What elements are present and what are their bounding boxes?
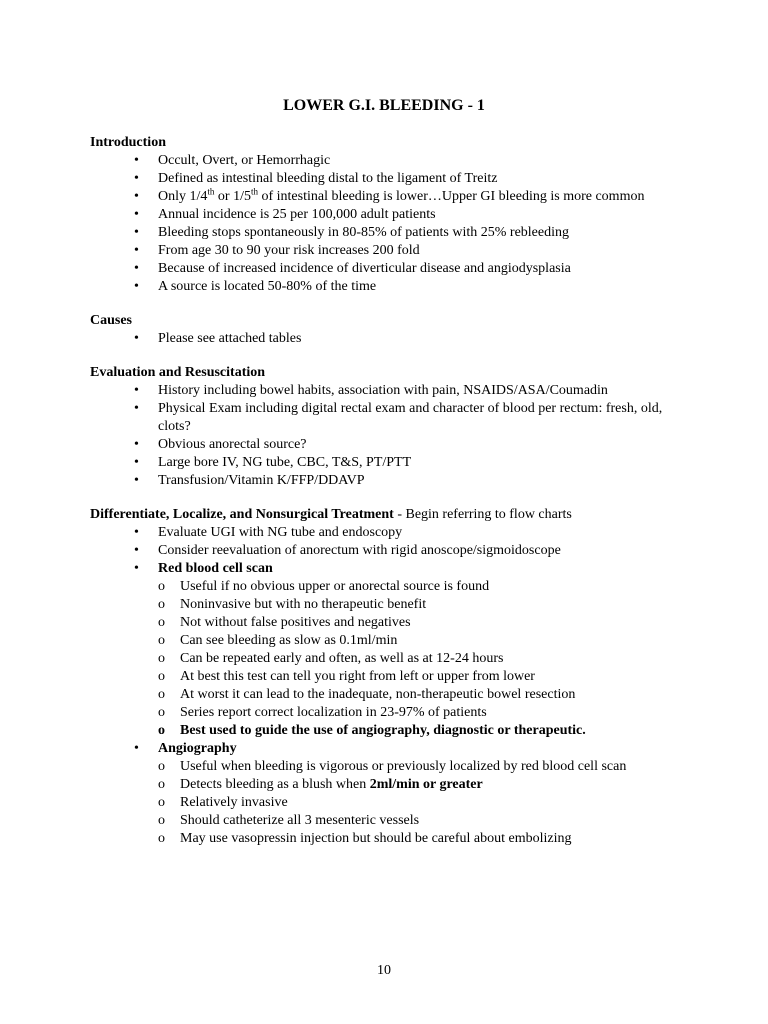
list-item: • From age 30 to 90 your risk increases 200 fold	[90, 242, 690, 260]
list-item: • Physical Exam including digital rectal exam and character of blood per rectum: fresh, old, clots?	[90, 400, 690, 436]
section-heading: Evaluation and Resuscitation	[90, 365, 266, 380]
bullet-list	[90, 524, 690, 560]
section-heading: Differentiate, Localize, and Nonsurgical Treatment	[90, 507, 394, 522]
list-item: • Large bore IV, NG tube, CBC, T&S, PT/PTT	[90, 454, 690, 472]
page-title: LOWER G.I. BLEEDING - 1	[283, 97, 485, 114]
list-item-rbc-scan	[90, 560, 690, 578]
subsection-label: • Angiography	[158, 741, 237, 756]
list-item: • Consider reevaluation of anorectum with rigid anoscope/sigmoidoscope	[90, 542, 690, 560]
bullet-list	[90, 560, 690, 578]
subsection-label: • Red blood cell scan	[158, 561, 273, 576]
text-fragment: or 1/5	[214, 189, 251, 204]
sub-list-item: o At best this test can tell you right from left or upper from lower	[90, 668, 690, 686]
sub-list-item: o Not without false positives and negatives	[90, 614, 690, 632]
list-item: • Obvious anorectal source?	[90, 436, 690, 454]
section-introduction	[90, 134, 690, 296]
superscript: th	[207, 186, 215, 197]
sub-bullet-list	[90, 758, 690, 848]
list-item	[90, 188, 690, 206]
sub-list-item: o Noninvasive but with no therapeutic benefit	[90, 596, 690, 614]
sub-list-item: o Best used to guide the use of angiography, diagnostic or therapeutic.	[90, 722, 690, 740]
bullet-list	[90, 382, 690, 490]
document-body	[90, 134, 690, 864]
sub-bullet-list	[90, 578, 690, 740]
text-fragment: Detects bleeding as a blush when	[180, 777, 370, 792]
list-item: • Defined as intestinal bleeding distal to the ligament of Treitz	[90, 170, 690, 188]
list-item: • Occult, Overt, or Hemorrhagic	[90, 152, 690, 170]
section-differentiate	[90, 506, 690, 848]
sub-list-item: o Useful when bleeding is vigorous or previously localized by red blood cell scan	[90, 758, 690, 776]
section-evaluation	[90, 364, 690, 490]
text-fragment: Only 1/4	[158, 189, 208, 204]
list-item: • Annual incidence is 25 per 100,000 adult patients	[90, 206, 690, 224]
sub-list-item: o May use vasopressin injection but should be careful about embolizing	[90, 830, 690, 848]
section-heading-note: - Begin referring to flow charts	[393, 507, 572, 522]
list-item: • Evaluate UGI with NG tube and endoscopy	[90, 524, 690, 542]
sub-list-item: o Can see bleeding as slow as 0.1ml/min	[90, 632, 690, 650]
list-item: • Because of increased incidence of diverticular disease and angiodysplasia	[90, 260, 690, 278]
section-heading: Introduction	[90, 135, 166, 150]
section-heading-line	[90, 506, 690, 524]
bullet-list	[90, 152, 690, 296]
section-heading: Causes	[90, 313, 133, 328]
sub-list-item: o Series report correct localization in 23-97% of patients	[90, 704, 690, 722]
list-item: • Please see attached tables	[90, 330, 690, 348]
list-item: • A source is located 50-80% of the time	[90, 278, 690, 296]
bullet-list	[90, 330, 690, 348]
superscript: th	[250, 186, 258, 197]
sub-list-item	[90, 776, 690, 794]
page-number: 10	[377, 963, 391, 978]
sub-list-item: o Can be repeated early and often, as well as at 12-24 hours	[90, 650, 690, 668]
sub-list-item: o Useful if no obvious upper or anorectal source is found	[90, 578, 690, 596]
section-causes	[90, 312, 690, 348]
sub-list-item: o Relatively invasive	[90, 794, 690, 812]
bullet-list	[90, 740, 690, 758]
list-item: • Bleeding stops spontaneously in 80-85% of patients with 25% rebleeding	[90, 224, 690, 242]
sub-list-item: o Should catheterize all 3 mesenteric vessels	[90, 812, 690, 830]
list-item-angiography	[90, 740, 690, 758]
text-fragment: of intestinal bleeding is lower…Upper GI bleeding is more common	[257, 189, 645, 204]
emphasis-text: 2ml/min or greater	[369, 777, 483, 792]
sub-list-item: o At worst it can lead to the inadequate, non-therapeutic bowel resection	[90, 686, 690, 704]
list-item: • History including bowel habits, association with pain, NSAIDS/ASA/Coumadin	[90, 382, 690, 400]
list-item: • Transfusion/Vitamin K/FFP/DDAVP	[90, 472, 690, 490]
